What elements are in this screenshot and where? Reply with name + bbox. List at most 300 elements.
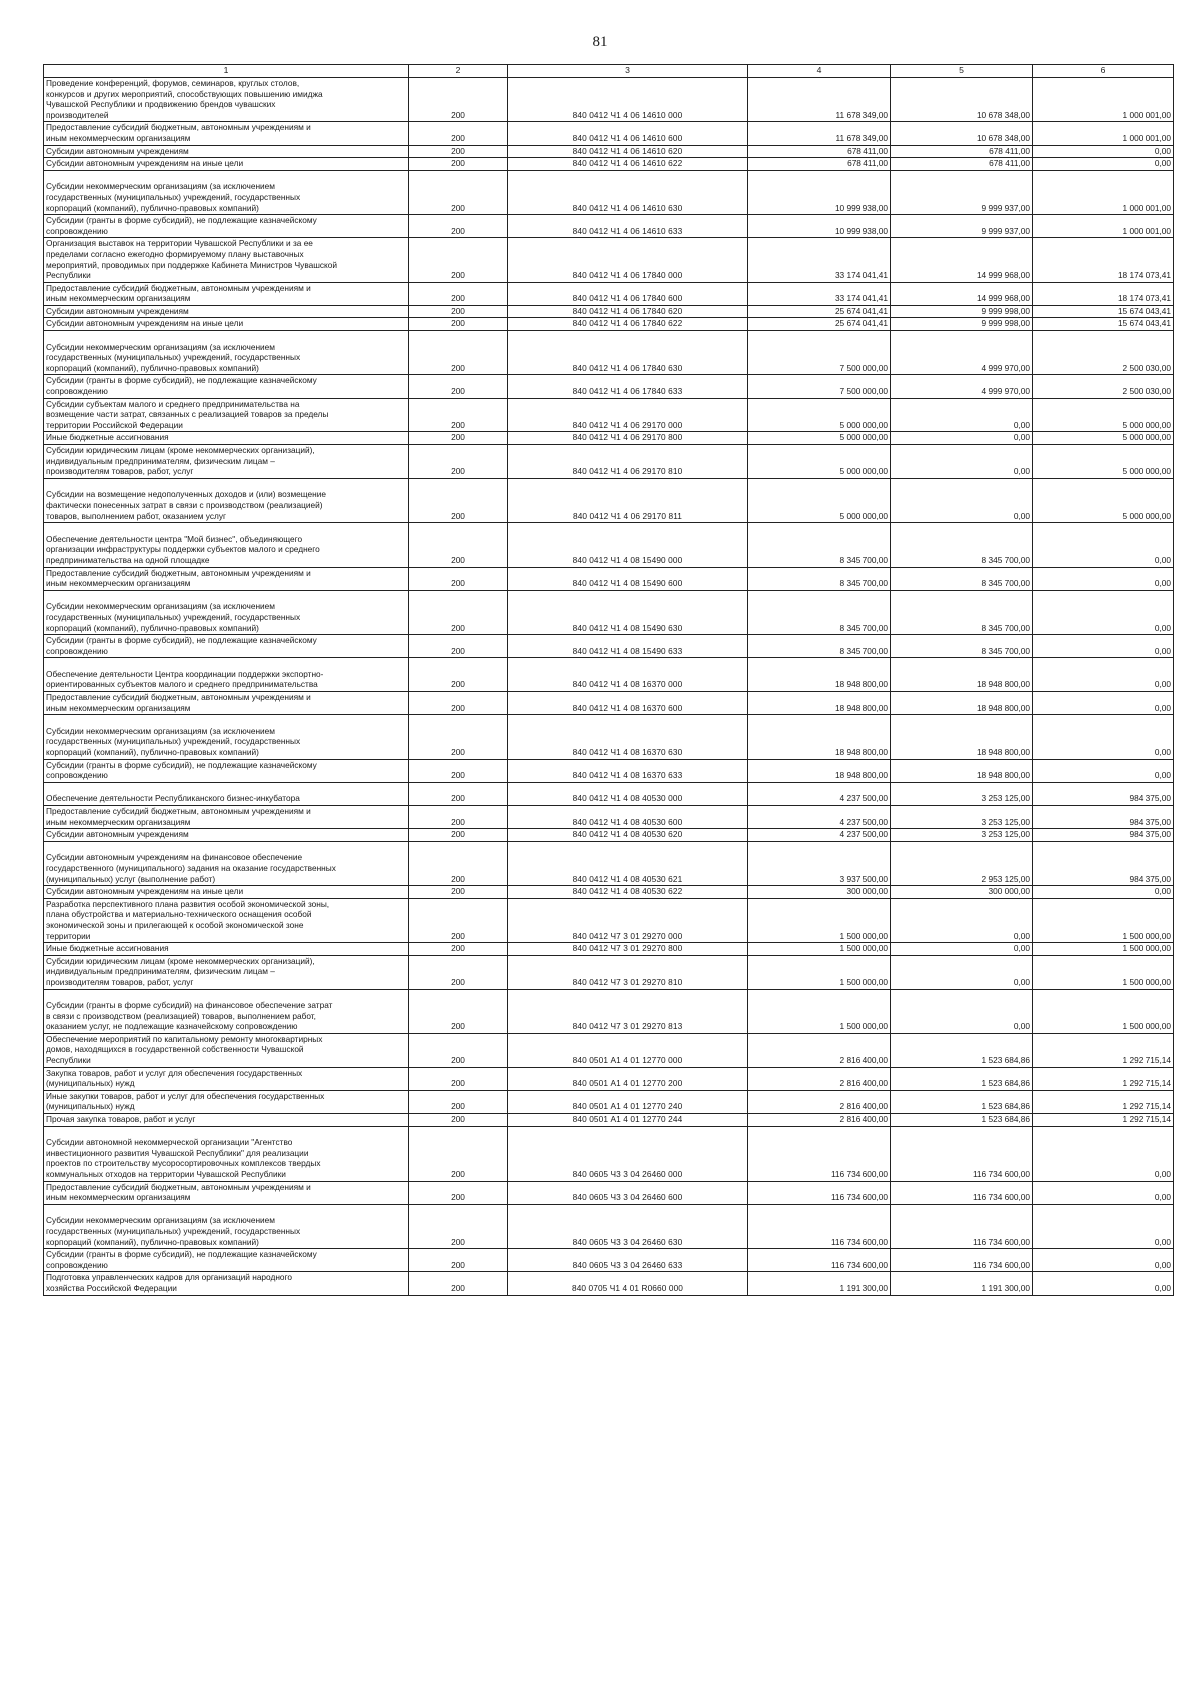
row-unexecuted-amount: 5 000 000,00 [1033,445,1174,479]
row-unexecuted-amount: 1 292 715,14 [1033,1067,1174,1090]
row-approved-amount: 18 948 800,00 [748,692,891,715]
row-unexecuted-amount: 0,00 [1033,523,1174,567]
row-line-code: 200 [409,1204,508,1248]
row-line-code: 200 [409,567,508,590]
row-budget-code: 840 0412 Ч7 3 01 29270 000 [508,898,748,942]
row-line-code: 200 [409,78,508,122]
table-row [44,523,1174,567]
table-row [44,158,1174,171]
row-name: Проведение конференций, форумов, семинаров, круглых столов, конкурсов и других мероприятий, способствующих повышению имиджа Чувашской Республики и продвижению брендов чувашских производителей [44,78,409,122]
row-name: Подготовка управленческих кадров для организаций народного хозяйства Российской Федерации [44,1272,409,1295]
row-budget-code: 840 0501 А1 4 01 12770 244 [508,1114,748,1127]
row-line-code: 200 [409,158,508,171]
row-line-code: 200 [409,145,508,158]
row-line-code: 200 [409,1033,508,1067]
row-executed-amount: 8 345 700,00 [891,635,1033,658]
row-unexecuted-amount: 0,00 [1033,1249,1174,1272]
table-row [44,658,1174,692]
row-name: Субсидии автономным учреждениям [44,829,409,842]
row-unexecuted-amount: 5 000 000,00 [1033,478,1174,522]
row-line-code: 200 [409,1181,508,1204]
row-line-code: 200 [409,806,508,829]
row-unexecuted-amount: 984 375,00 [1033,782,1174,805]
table-row [44,590,1174,634]
row-approved-amount: 18 948 800,00 [748,715,891,759]
row-approved-amount: 7 500 000,00 [748,331,891,375]
row-approved-amount: 25 674 041,41 [748,318,891,331]
row-budget-code: 840 0412 Ч1 4 06 29170 800 [508,432,748,445]
table-row [44,782,1174,805]
table-row [44,898,1174,942]
row-budget-code: 840 0412 Ч1 4 06 29170 811 [508,478,748,522]
row-unexecuted-amount: 1 500 000,00 [1033,898,1174,942]
table-row [44,331,1174,375]
column-header-5: 5 [891,65,1033,78]
row-approved-amount: 4 237 500,00 [748,782,891,805]
row-unexecuted-amount: 0,00 [1033,1204,1174,1248]
row-unexecuted-amount: 1 000 001,00 [1033,78,1174,122]
row-name: Обеспечение деятельности Центра координации поддержки экспортно- ориентированных субъектов малого и среднего предпринимательства [44,658,409,692]
row-approved-amount: 7 500 000,00 [748,375,891,398]
row-unexecuted-amount: 1 000 001,00 [1033,122,1174,145]
row-executed-amount: 3 253 125,00 [891,782,1033,805]
row-approved-amount: 1 191 300,00 [748,1272,891,1295]
row-line-code: 200 [409,1067,508,1090]
row-budget-code: 840 0412 Ч1 4 08 40530 621 [508,841,748,885]
table-row [44,1114,1174,1127]
row-approved-amount: 10 999 938,00 [748,170,891,214]
row-executed-amount: 1 523 684,86 [891,1090,1033,1113]
row-unexecuted-amount: 0,00 [1033,158,1174,171]
row-name: Субсидии некоммерческим организациям (за исключением государственных (муниципальных) учреждений, государственных корпораций (компаний), публично-правовых компаний) [44,331,409,375]
row-approved-amount: 116 734 600,00 [748,1181,891,1204]
row-executed-amount: 1 523 684,86 [891,1114,1033,1127]
row-name: Субсидии автономным учреждениям [44,145,409,158]
table-row [44,78,1174,122]
row-approved-amount: 1 500 000,00 [748,955,891,989]
table-row [44,1272,1174,1295]
row-line-code: 200 [409,1114,508,1127]
row-line-code: 200 [409,898,508,942]
row-approved-amount: 8 345 700,00 [748,523,891,567]
table-row [44,1126,1174,1181]
row-line-code: 200 [409,692,508,715]
row-unexecuted-amount: 1 000 001,00 [1033,215,1174,238]
row-name: Предоставление субсидий бюджетным, автономным учреждениям и иным некоммерческим организациям [44,806,409,829]
row-executed-amount: 678 411,00 [891,145,1033,158]
row-line-code: 200 [409,841,508,885]
row-approved-amount: 11 678 349,00 [748,78,891,122]
column-header-1: 1 [44,65,409,78]
row-unexecuted-amount: 18 174 073,41 [1033,282,1174,305]
row-line-code: 200 [409,238,508,282]
row-line-code: 200 [409,886,508,899]
table-row [44,567,1174,590]
table-row [44,145,1174,158]
table-row [44,122,1174,145]
row-executed-amount: 14 999 968,00 [891,282,1033,305]
row-budget-code: 840 0605 Ч3 3 04 26460 600 [508,1181,748,1204]
row-executed-amount: 1 191 300,00 [891,1272,1033,1295]
row-line-code: 200 [409,989,508,1033]
row-name: Субсидии некоммерческим организациям (за исключением государственных (муниципальных) учреждений, государственных корпораций (компаний), публично-правовых компаний) [44,590,409,634]
row-line-code: 200 [409,318,508,331]
row-unexecuted-amount: 2 500 030,00 [1033,375,1174,398]
row-line-code: 200 [409,305,508,318]
row-budget-code: 840 0412 Ч1 4 06 14610 633 [508,215,748,238]
column-number-row [44,65,1174,78]
row-budget-code: 840 0605 Ч3 3 04 26460 633 [508,1249,748,1272]
row-executed-amount: 4 999 970,00 [891,331,1033,375]
row-executed-amount: 0,00 [891,955,1033,989]
row-approved-amount: 8 345 700,00 [748,567,891,590]
row-approved-amount: 5 000 000,00 [748,432,891,445]
row-line-code: 200 [409,122,508,145]
row-budget-code: 840 0501 А1 4 01 12770 240 [508,1090,748,1113]
row-approved-amount: 116 734 600,00 [748,1249,891,1272]
row-unexecuted-amount: 15 674 043,41 [1033,305,1174,318]
row-budget-code: 840 0412 Ч1 4 08 40530 600 [508,806,748,829]
row-name: Субсидии автономным учреждениям на финансовое обеспечение государственного (муниципального) задания на оказание государственных (муниципальных) услуг (выполнение работ) [44,841,409,885]
row-unexecuted-amount: 18 174 073,41 [1033,238,1174,282]
row-line-code: 200 [409,658,508,692]
table-row [44,989,1174,1033]
row-approved-amount: 116 734 600,00 [748,1204,891,1248]
row-line-code: 200 [409,943,508,956]
row-executed-amount: 300 000,00 [891,886,1033,899]
row-executed-amount: 18 948 800,00 [891,715,1033,759]
row-unexecuted-amount: 15 674 043,41 [1033,318,1174,331]
row-budget-code: 840 0412 Ч7 3 01 29270 800 [508,943,748,956]
table-row [44,1204,1174,1248]
row-unexecuted-amount: 1 500 000,00 [1033,943,1174,956]
row-name: Иные закупки товаров, работ и услуг для обеспечения государственных (муниципальных) нужд [44,1090,409,1113]
row-name: Предоставление субсидий бюджетным, автономным учреждениям и иным некоммерческим организациям [44,282,409,305]
row-name: Обеспечение мероприятий по капитальному ремонту многоквартирных домов, находящихся в государственной собственности Чувашской Республики [44,1033,409,1067]
table-row [44,282,1174,305]
table-row [44,1090,1174,1113]
row-approved-amount: 10 999 938,00 [748,215,891,238]
row-budget-code: 840 0605 Ч3 3 04 26460 000 [508,1126,748,1181]
row-line-code: 200 [409,282,508,305]
row-line-code: 200 [409,635,508,658]
row-name: Субсидии (гранты в форме субсидий), не подлежащие казначейскому сопровождению [44,375,409,398]
row-budget-code: 840 0412 Ч1 4 06 17840 622 [508,318,748,331]
row-name: Субсидии (гранты в форме субсидий) на финансовое обеспечение затрат в связи с производством (реализацией) товаров, выполнением работ, оказанием услуг, не подлежащие казначейскому сопровождению [44,989,409,1033]
row-line-code: 200 [409,955,508,989]
table-row [44,375,1174,398]
row-budget-code: 840 0501 А1 4 01 12770 000 [508,1033,748,1067]
row-line-code: 200 [409,432,508,445]
table-row [44,692,1174,715]
row-executed-amount: 1 523 684,86 [891,1067,1033,1090]
row-executed-amount: 0,00 [891,432,1033,445]
row-approved-amount: 678 411,00 [748,145,891,158]
row-executed-amount: 9 999 998,00 [891,318,1033,331]
row-unexecuted-amount: 0,00 [1033,715,1174,759]
row-approved-amount: 2 816 400,00 [748,1033,891,1067]
row-approved-amount: 5 000 000,00 [748,398,891,432]
row-approved-amount: 4 237 500,00 [748,829,891,842]
row-executed-amount: 10 678 348,00 [891,78,1033,122]
table-row [44,445,1174,479]
row-approved-amount: 8 345 700,00 [748,635,891,658]
row-executed-amount: 0,00 [891,398,1033,432]
row-executed-amount: 4 999 970,00 [891,375,1033,398]
row-unexecuted-amount: 0,00 [1033,1126,1174,1181]
table-row [44,432,1174,445]
row-executed-amount: 116 734 600,00 [891,1181,1033,1204]
row-executed-amount: 0,00 [891,478,1033,522]
row-budget-code: 840 0412 Ч1 4 06 29170 810 [508,445,748,479]
row-name: Субсидии (гранты в форме субсидий), не подлежащие казначейскому сопровождению [44,759,409,782]
row-executed-amount: 18 948 800,00 [891,658,1033,692]
row-unexecuted-amount: 0,00 [1033,145,1174,158]
row-name: Иные бюджетные ассигнования [44,943,409,956]
row-name: Разработка перспективного плана развития особой экономической зоны, плана обустройства и материально-технического оснащения особой экономической зоны и прилегающей к особой экономической зоне территории [44,898,409,942]
row-unexecuted-amount: 0,00 [1033,590,1174,634]
row-approved-amount: 33 174 041,41 [748,238,891,282]
row-name: Обеспечение деятельности центра "Мой бизнес", объединяющего организации инфраструктуры поддержки субъектов малого и среднего предпринимательства на одной площадке [44,523,409,567]
table-row [44,841,1174,885]
row-executed-amount: 9 999 998,00 [891,305,1033,318]
row-budget-code: 840 0412 Ч1 4 06 17840 630 [508,331,748,375]
table-body [44,78,1174,1296]
row-name: Субсидии некоммерческим организациям (за исключением государственных (муниципальных) учреждений, государственных корпораций (компаний), публично-правовых компаний) [44,1204,409,1248]
row-approved-amount: 3 937 500,00 [748,841,891,885]
row-approved-amount: 11 678 349,00 [748,122,891,145]
budget-table [43,64,1174,1296]
row-budget-code: 840 0412 Ч1 4 06 14610 620 [508,145,748,158]
row-executed-amount: 0,00 [891,943,1033,956]
row-line-code: 200 [409,590,508,634]
table-row [44,715,1174,759]
table-row [44,398,1174,432]
row-budget-code: 840 0412 Ч1 4 06 17840 600 [508,282,748,305]
row-budget-code: 840 0412 Ч1 4 06 17840 000 [508,238,748,282]
row-name: Субсидии (гранты в форме субсидий), не подлежащие казначейскому сопровождению [44,1249,409,1272]
row-budget-code: 840 0412 Ч1 4 06 29170 000 [508,398,748,432]
row-budget-code: 840 0412 Ч1 4 08 16370 630 [508,715,748,759]
row-budget-code: 840 0412 Ч1 4 08 16370 000 [508,658,748,692]
row-line-code: 200 [409,523,508,567]
table-row [44,829,1174,842]
row-line-code: 200 [409,1272,508,1295]
row-executed-amount: 116 734 600,00 [891,1249,1033,1272]
row-unexecuted-amount: 984 375,00 [1033,841,1174,885]
row-approved-amount: 5 000 000,00 [748,445,891,479]
row-budget-code: 840 0412 Ч1 4 08 15490 633 [508,635,748,658]
row-unexecuted-amount: 0,00 [1033,635,1174,658]
row-executed-amount: 0,00 [891,989,1033,1033]
row-approved-amount: 1 500 000,00 [748,989,891,1033]
row-name: Прочая закупка товаров, работ и услуг [44,1114,409,1127]
row-line-code: 200 [409,215,508,238]
row-executed-amount: 2 953 125,00 [891,841,1033,885]
row-executed-amount: 10 678 348,00 [891,122,1033,145]
row-executed-amount: 0,00 [891,445,1033,479]
row-budget-code: 840 0412 Ч1 4 08 15490 630 [508,590,748,634]
column-header-3: 3 [508,65,748,78]
row-executed-amount: 9 999 937,00 [891,215,1033,238]
row-budget-code: 840 0412 Ч7 3 01 29270 813 [508,989,748,1033]
table-row [44,305,1174,318]
row-line-code: 200 [409,331,508,375]
row-executed-amount: 678 411,00 [891,158,1033,171]
row-name: Субсидии (гранты в форме субсидий), не подлежащие казначейскому сопровождению [44,215,409,238]
row-budget-code: 840 0501 А1 4 01 12770 200 [508,1067,748,1090]
row-approved-amount: 2 816 400,00 [748,1067,891,1090]
row-unexecuted-amount: 5 000 000,00 [1033,398,1174,432]
row-approved-amount: 1 500 000,00 [748,898,891,942]
row-name: Субсидии автономным учреждениям на иные цели [44,318,409,331]
row-approved-amount: 1 500 000,00 [748,943,891,956]
row-executed-amount: 8 345 700,00 [891,590,1033,634]
row-name: Предоставление субсидий бюджетным, автономным учреждениям и иным некоммерческим организациям [44,122,409,145]
table-row [44,1033,1174,1067]
table-row [44,886,1174,899]
row-line-code: 200 [409,759,508,782]
row-executed-amount: 0,00 [891,898,1033,942]
row-unexecuted-amount: 2 500 030,00 [1033,331,1174,375]
row-approved-amount: 678 411,00 [748,158,891,171]
row-approved-amount: 5 000 000,00 [748,478,891,522]
row-executed-amount: 116 734 600,00 [891,1204,1033,1248]
row-budget-code: 840 0412 Ч1 4 08 40530 620 [508,829,748,842]
table-row [44,943,1174,956]
row-name: Закупка товаров, работ и услуг для обеспечения государственных (муниципальных) нужд [44,1067,409,1090]
row-unexecuted-amount: 0,00 [1033,1272,1174,1295]
row-budget-code: 840 0412 Ч1 4 06 17840 633 [508,375,748,398]
row-unexecuted-amount: 0,00 [1033,886,1174,899]
row-approved-amount: 25 674 041,41 [748,305,891,318]
row-approved-amount: 2 816 400,00 [748,1090,891,1113]
row-approved-amount: 18 948 800,00 [748,658,891,692]
row-unexecuted-amount: 1 292 715,14 [1033,1114,1174,1127]
row-name: Субсидии на возмещение недополученных доходов и (или) возмещение фактически понесенных затрат в связи с производством (реализацией) товаров, выполнением работ, оказанием услуг [44,478,409,522]
row-name: Субсидии автономной некоммерческой организации "Агентство инвестиционного развития Чувашской Республики" для реализации проектов по строительству мусоросортировочных комплексов твердых коммунальных отходов на территории Чувашской Республики [44,1126,409,1181]
row-executed-amount: 3 253 125,00 [891,806,1033,829]
row-budget-code: 840 0705 Ч1 4 01 R0660 000 [508,1272,748,1295]
row-budget-code: 840 0412 Ч1 4 08 15490 600 [508,567,748,590]
row-approved-amount: 33 174 041,41 [748,282,891,305]
row-budget-code: 840 0412 Ч7 3 01 29270 810 [508,955,748,989]
row-line-code: 200 [409,1249,508,1272]
row-unexecuted-amount: 0,00 [1033,567,1174,590]
row-name: Иные бюджетные ассигнования [44,432,409,445]
row-unexecuted-amount: 0,00 [1033,692,1174,715]
column-header-2: 2 [409,65,508,78]
row-budget-code: 840 0412 Ч1 4 06 14610 630 [508,170,748,214]
row-unexecuted-amount: 0,00 [1033,759,1174,782]
row-unexecuted-amount: 1 292 715,14 [1033,1033,1174,1067]
row-line-code: 200 [409,375,508,398]
table-row [44,215,1174,238]
table-row [44,1067,1174,1090]
row-budget-code: 840 0412 Ч1 4 08 16370 600 [508,692,748,715]
row-unexecuted-amount: 1 292 715,14 [1033,1090,1174,1113]
page-number: 81 [592,34,608,50]
row-budget-code: 840 0412 Ч1 4 08 40530 622 [508,886,748,899]
table-row [44,1181,1174,1204]
table-row [44,759,1174,782]
row-unexecuted-amount: 984 375,00 [1033,806,1174,829]
row-unexecuted-amount: 0,00 [1033,658,1174,692]
row-name: Субсидии автономным учреждениям [44,305,409,318]
row-budget-code: 840 0605 Ч3 3 04 26460 630 [508,1204,748,1248]
row-approved-amount: 300 000,00 [748,886,891,899]
row-approved-amount: 2 816 400,00 [748,1114,891,1127]
row-executed-amount: 116 734 600,00 [891,1126,1033,1181]
row-line-code: 200 [409,715,508,759]
row-approved-amount: 4 237 500,00 [748,806,891,829]
row-budget-code: 840 0412 Ч1 4 08 16370 633 [508,759,748,782]
row-budget-code: 840 0412 Ч1 4 06 14610 600 [508,122,748,145]
row-line-code: 200 [409,829,508,842]
row-name: Субсидии юридическим лицам (кроме некоммерческих организаций), индивидуальным предпринимателям, физическим лицам – производителям товаров, работ, услуг [44,955,409,989]
row-name: Субсидии некоммерческим организациям (за исключением государственных (муниципальных) учреждений, государственных корпораций (компаний), публично-правовых компаний) [44,715,409,759]
table-row [44,955,1174,989]
table-row [44,1249,1174,1272]
row-executed-amount: 9 999 937,00 [891,170,1033,214]
row-line-code: 200 [409,398,508,432]
row-executed-amount: 1 523 684,86 [891,1033,1033,1067]
row-unexecuted-amount: 984 375,00 [1033,829,1174,842]
table-row [44,478,1174,522]
row-approved-amount: 18 948 800,00 [748,759,891,782]
row-name: Предоставление субсидий бюджетным, автономным учреждениям и иным некоммерческим организациям [44,1181,409,1204]
row-name: Обеспечение деятельности Республиканского бизнес-инкубатора [44,782,409,805]
row-budget-code: 840 0412 Ч1 4 08 40530 000 [508,782,748,805]
row-executed-amount: 8 345 700,00 [891,523,1033,567]
row-unexecuted-amount: 1 500 000,00 [1033,989,1174,1033]
row-line-code: 200 [409,1126,508,1181]
row-name: Субсидии автономным учреждениям на иные цели [44,886,409,899]
row-budget-code: 840 0412 Ч1 4 06 14610 622 [508,158,748,171]
table-row [44,238,1174,282]
row-name: Субсидии автономным учреждениям на иные цели [44,158,409,171]
row-executed-amount: 3 253 125,00 [891,829,1033,842]
table-row [44,170,1174,214]
row-name: Предоставление субсидий бюджетным, автономным учреждениям и иным некоммерческим организациям [44,567,409,590]
row-executed-amount: 8 345 700,00 [891,567,1033,590]
table-row [44,318,1174,331]
row-executed-amount: 18 948 800,00 [891,759,1033,782]
row-unexecuted-amount: 1 500 000,00 [1033,955,1174,989]
row-name: Субсидии (гранты в форме субсидий), не подлежащие казначейскому сопровождению [44,635,409,658]
column-header-4: 4 [748,65,891,78]
row-line-code: 200 [409,1090,508,1113]
row-budget-code: 840 0412 Ч1 4 06 14610 000 [508,78,748,122]
row-line-code: 200 [409,170,508,214]
row-unexecuted-amount: 1 000 001,00 [1033,170,1174,214]
row-name: Субсидии субъектам малого и среднего предпринимательства на возмещение части затрат, связанных с реализацией товаров за пределы территории Российской Федерации [44,398,409,432]
table-row [44,635,1174,658]
row-approved-amount: 116 734 600,00 [748,1126,891,1181]
row-unexecuted-amount: 5 000 000,00 [1033,432,1174,445]
table-header [44,65,1174,78]
row-line-code: 200 [409,445,508,479]
row-approved-amount: 8 345 700,00 [748,590,891,634]
row-name: Предоставление субсидий бюджетным, автономным учреждениям и иным некоммерческим организациям [44,692,409,715]
row-unexecuted-amount: 0,00 [1033,1181,1174,1204]
row-budget-code: 840 0412 Ч1 4 08 15490 000 [508,523,748,567]
row-line-code: 200 [409,478,508,522]
column-header-6: 6 [1033,65,1174,78]
row-line-code: 200 [409,782,508,805]
row-name: Субсидии некоммерческим организациям (за исключением государственных (муниципальных) учреждений, государственных корпораций (компаний), публично-правовых компаний) [44,170,409,214]
row-name: Организация выставок на территории Чувашской Республики и за ее пределами согласно ежегодно формируемому плану выставочных мероприятий, проводимых при поддержке Кабинета Министров Чувашской Республики [44,238,409,282]
